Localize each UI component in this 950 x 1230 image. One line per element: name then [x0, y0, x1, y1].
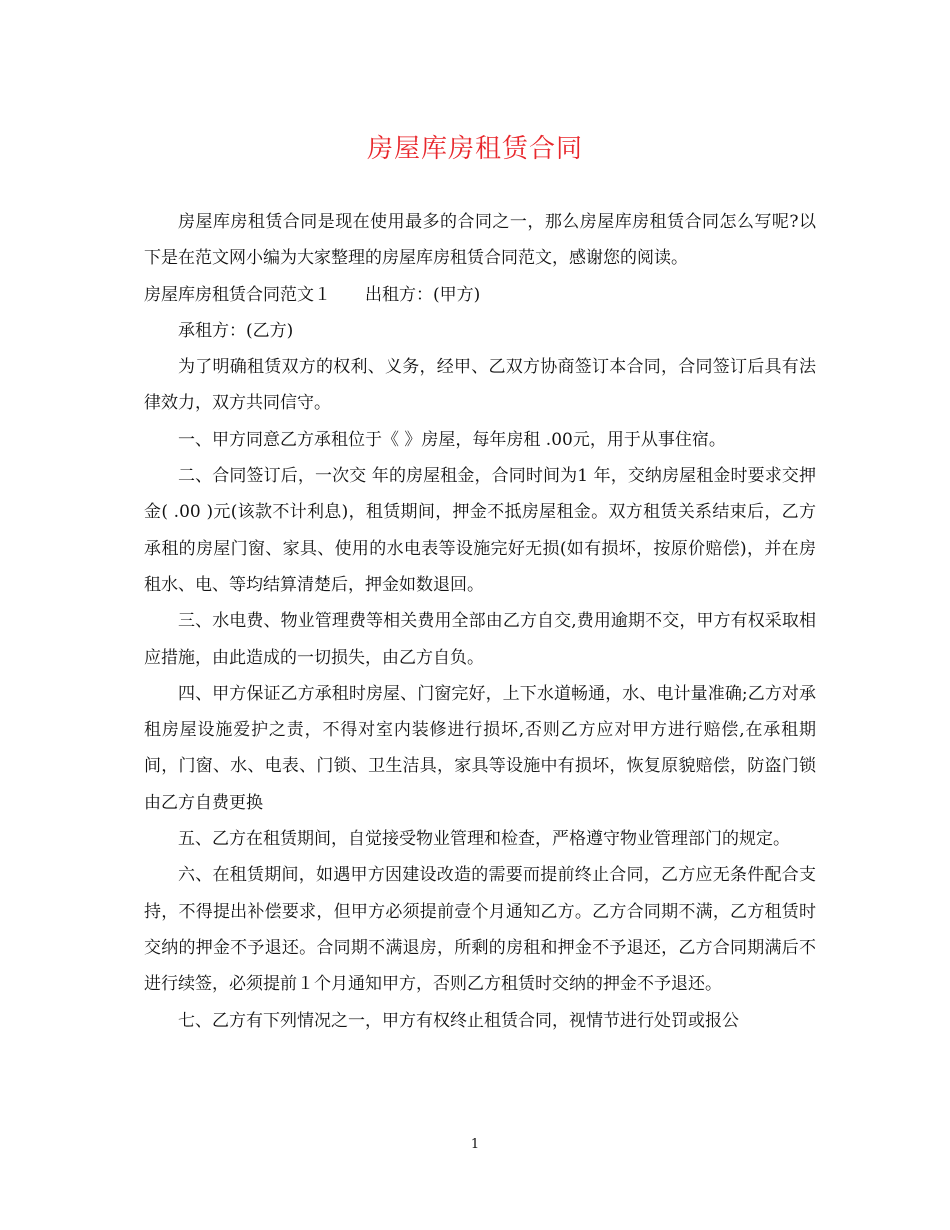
clause-4: 四、甲方保证乙方承租时房屋、门窗完好，上下水道畅通，水、电计量准确;乙方对承租房屋设施爱护之责，不得对室内装修进行损坏,否则乙方应对甲方进行赔偿,在承租期间，门窗、水、电表、门锁、卫生洁具，家具等设施中有损坏，恢复原貌赔偿，防盗门锁由乙方自费更换 — [144, 683, 816, 813]
document-body — [144, 204, 816, 1039]
sample-heading: 房屋库房租赁合同范文１ — [144, 284, 331, 305]
sample-heading-line — [144, 277, 816, 313]
body-paragraph: 为了明确租赁双方的权利、义务，经甲、乙双方协商签订本合同，合同签订后具有法律效力，双方共同信守。 — [144, 357, 816, 414]
lessee-line: 承租方：(乙方) — [178, 320, 294, 341]
clause-5: 五、乙方在租赁期间，自觉接受物业管理和检查，严格遵守物业管理部门的规定。 — [178, 829, 790, 850]
page-title: 房屋库房租赁合同 — [366, 134, 583, 164]
intro-paragraph: 房屋库房租赁合同是现在使用最多的合同之一，那么房屋库房租赁合同怎么写呢?以下是在范文网小编为大家整理的房屋库房租赁合同范文，感谢您的阅读。 — [144, 212, 816, 269]
page-number: 1 — [470, 1137, 480, 1152]
clause-7: 七、乙方有下列情况之一，甲方有权终止租赁合同，视情节进行处罚或报公 — [178, 1010, 739, 1031]
lessor-line: 出租方：(甲方) — [365, 284, 481, 305]
clause-6: 六、在租赁期间，如遇甲方因建设改造的需要而提前终止合同，乙方应无条件配合支持，不得提出补偿要求，但甲方必须提前壹个月通知乙方。乙方合同期不满，乙方租赁时交纳的押金不予退还。合同期不满退房，所剩的房租和押金不予退还，乙方合同期满后不进行续签，必须提前１个月通知甲方，否则乙方租赁时交纳的押金不予退还。 — [144, 865, 816, 995]
clause-2: 二、合同签订后，一次交 年的房屋租金，合同时间为1 年，交纳房屋租金时要求交押金( .00 )元(该款不计利息)，租赁期间，押金不抵房屋租金。双方租赁关系结束后，乙方承租的房屋门窗、家具、使用的水电表等设施完好无损(如有损坏，按原价赔偿)，并在房租水、电、等均结算清楚后，押金如数退回。 — [144, 466, 816, 595]
clause-3: 三、水电费、物业管理费等相关费用全部由乙方自交,费用逾期不交，甲方有权采取相应措施，由此造成的一切损失，由乙方自负。 — [144, 611, 816, 668]
clause-1: 一、甲方同意乙方承租位于《 》房屋，每年房租 .00元，用于从事住宿。 — [178, 429, 726, 450]
